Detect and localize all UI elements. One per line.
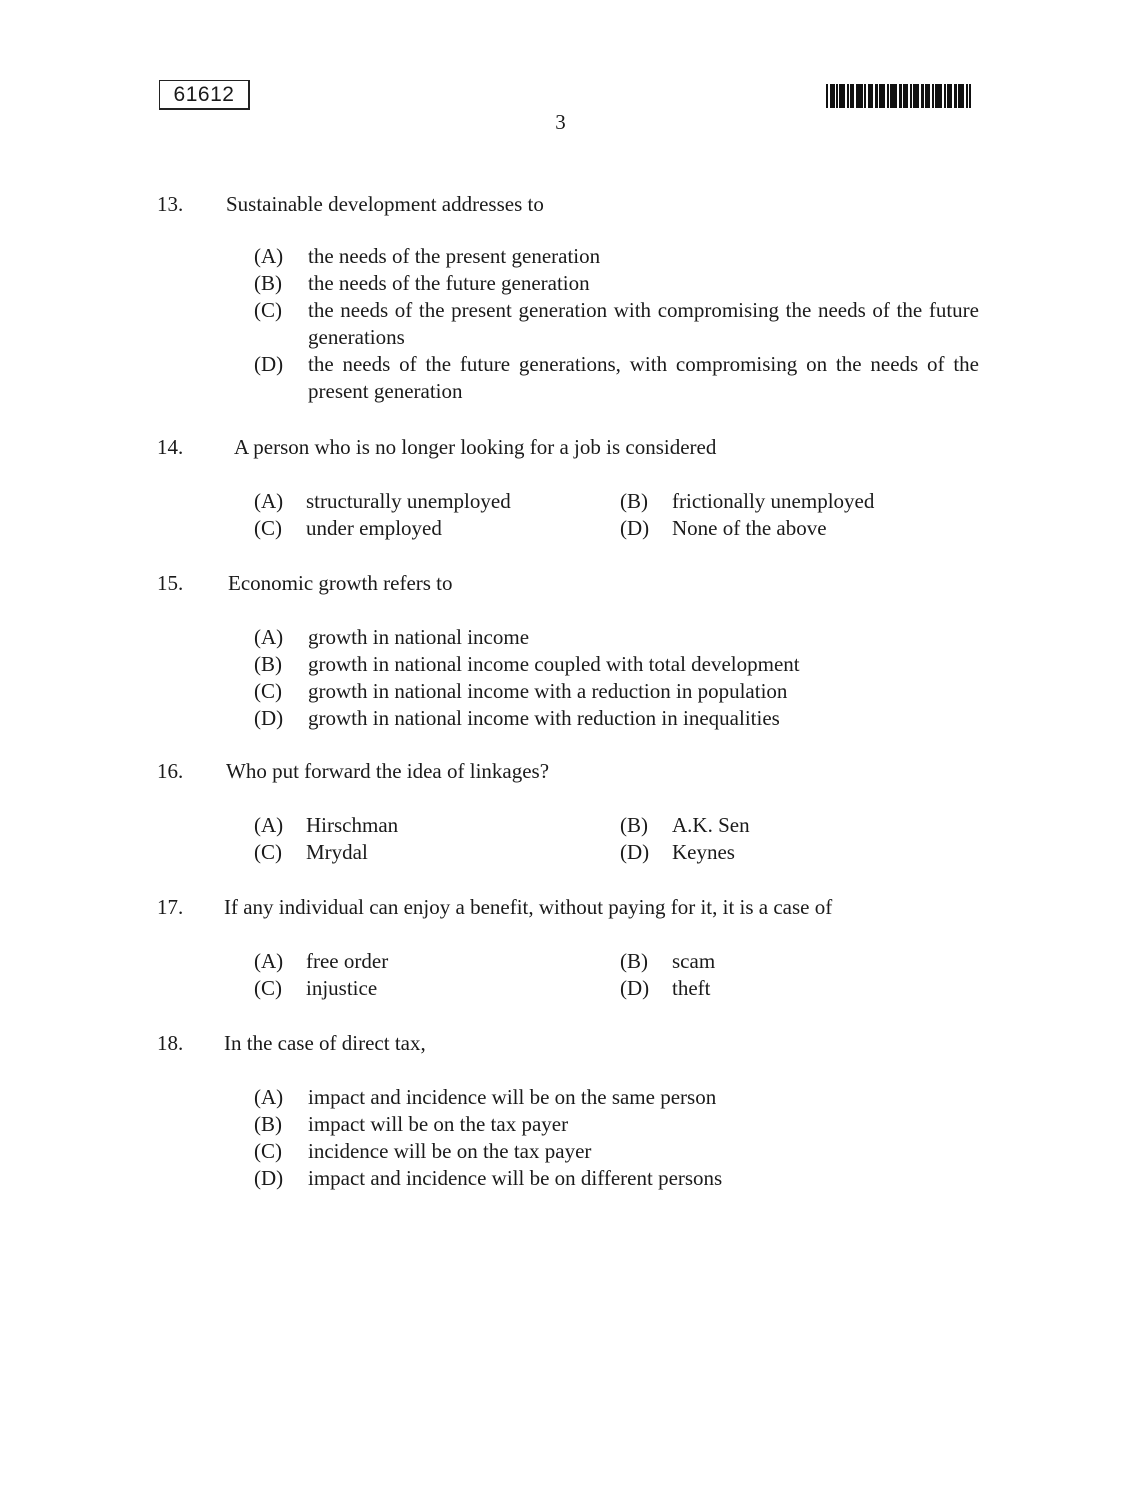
option-list (254, 624, 979, 732)
option-c (254, 975, 377, 1002)
option-list (254, 243, 979, 405)
option-text: None of the above (672, 516, 827, 540)
option-d (620, 515, 827, 542)
option-letter: (D) (254, 352, 284, 376)
question-stem: Sustainable development addresses to (226, 192, 544, 216)
option-text: theft (672, 976, 711, 1000)
question-number: 15. (157, 571, 184, 595)
option-letter: (C) (254, 976, 282, 1000)
option-text: growth in national income with reduction in inequalities (308, 706, 780, 730)
option-text: growth in national income with a reduction in population (308, 679, 788, 703)
option-text: growth in national income coupled with total development (308, 652, 800, 676)
option-text: free order (306, 949, 389, 973)
option-text: scam (672, 949, 716, 973)
option-b (254, 651, 979, 678)
option-c (254, 678, 979, 705)
option-letter: (A) (254, 489, 284, 513)
option-text: the needs of the present generation with compromising the needs of the future generations (308, 298, 979, 349)
page-number: 3 (555, 110, 566, 134)
option-letter: (A) (254, 813, 284, 837)
option-text: the needs of the present generation (308, 244, 601, 268)
option-a (254, 624, 979, 651)
option-text: frictionally unemployed (672, 489, 875, 513)
option-text: Keynes (672, 840, 735, 864)
question-number: 14. (157, 435, 184, 459)
option-a (254, 488, 511, 515)
option-text: A.K. Sen (672, 813, 750, 837)
option-d (620, 975, 710, 1002)
option-text: Hirschman (306, 813, 399, 837)
option-text: the needs of the future generations, with compromising on the needs of the present generation (308, 352, 979, 403)
option-letter: (C) (254, 679, 282, 703)
option-letter: (C) (254, 840, 282, 864)
option-grid (254, 488, 954, 542)
option-a (254, 1084, 979, 1111)
question-stem: Who put forward the idea of linkages? (226, 759, 550, 783)
option-list (254, 1084, 979, 1192)
option-d (254, 705, 979, 732)
option-letter: (B) (620, 489, 648, 513)
option-c (254, 297, 979, 351)
option-text: incidence will be on the tax payer (308, 1139, 592, 1163)
question-number: 18. (157, 1031, 184, 1055)
option-b (620, 488, 874, 515)
option-letter: (D) (620, 840, 650, 864)
option-d (254, 351, 979, 405)
question-stem: In the case of direct tax, (224, 1031, 426, 1055)
option-text: the needs of the future generation (308, 271, 590, 295)
option-b (254, 1111, 979, 1138)
option-text: structurally unemployed (306, 489, 511, 513)
question-number: 13. (157, 192, 184, 216)
option-letter: (B) (620, 949, 648, 973)
option-letter: (D) (254, 1166, 284, 1190)
option-letter: (D) (620, 516, 650, 540)
option-c (254, 515, 442, 542)
option-d (620, 839, 735, 866)
option-text: growth in national income (308, 625, 530, 649)
question-number: 16. (157, 759, 184, 783)
option-b (620, 812, 750, 839)
option-letter: (A) (254, 625, 284, 649)
option-letter: (B) (620, 813, 648, 837)
option-letter: (C) (254, 516, 282, 540)
option-text: Mrydal (306, 840, 368, 864)
question-stem: A person who is no longer looking for a job is considered (234, 435, 717, 459)
option-letter: (A) (254, 1085, 284, 1109)
option-grid (254, 812, 954, 866)
option-letter: (B) (254, 1112, 282, 1136)
option-letter: (A) (254, 244, 284, 268)
option-text: impact and incidence will be on different persons (308, 1166, 723, 1190)
option-text: under employed (306, 516, 442, 540)
option-letter: (A) (254, 949, 284, 973)
barcode-icon (826, 84, 971, 108)
paper-code: 61612 (159, 80, 250, 110)
option-letter: (B) (254, 271, 282, 295)
option-a (254, 812, 398, 839)
option-d (254, 1165, 979, 1192)
option-c (254, 839, 368, 866)
option-letter: (D) (254, 706, 284, 730)
option-letter: (C) (254, 1139, 282, 1163)
option-b (254, 270, 979, 297)
option-a (254, 243, 979, 270)
question-stem: Economic growth refers to (228, 571, 453, 595)
option-text: injustice (306, 976, 378, 1000)
option-text: impact and incidence will be on the same person (308, 1085, 717, 1109)
option-b (620, 948, 715, 975)
question-number: 17. (157, 895, 184, 919)
option-a (254, 948, 388, 975)
option-text: impact will be on the tax payer (308, 1112, 569, 1136)
option-letter: (C) (254, 298, 282, 322)
option-letter: (D) (620, 976, 650, 1000)
option-grid (254, 948, 954, 1002)
question-stem: If any individual can enjoy a benefit, without paying for it, it is a case of (224, 895, 833, 919)
option-letter: (B) (254, 652, 282, 676)
option-c (254, 1138, 979, 1165)
